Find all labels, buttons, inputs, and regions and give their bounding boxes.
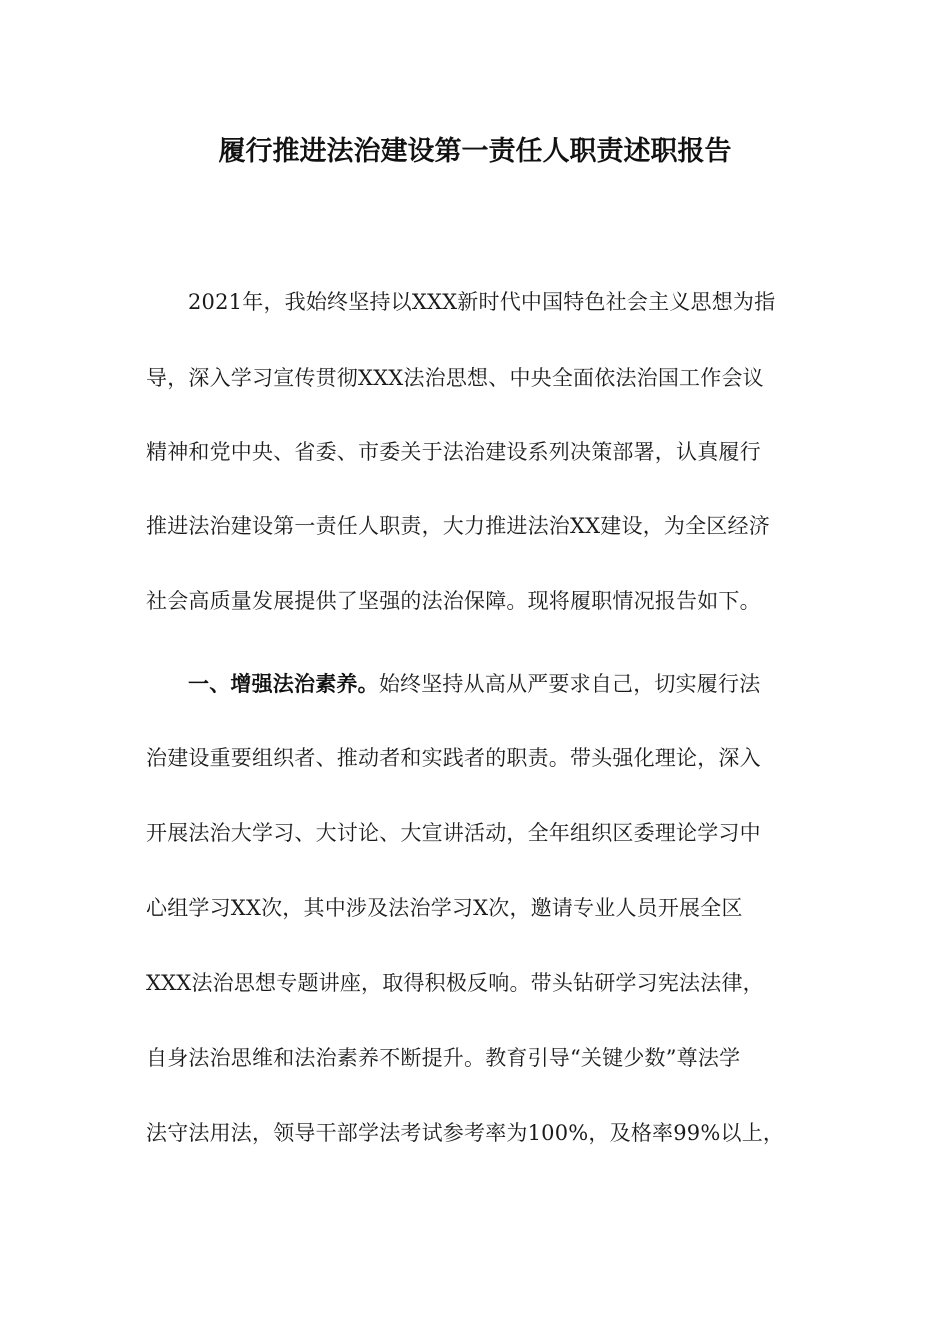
paragraph-line: 自身法治思维和法治素养不断提升。教育引导“关键少数”尊法学 xyxy=(146,1046,741,1070)
paragraph-line: 2021年，我始终坚持以XXX新时代中国特色社会主义思想为指 xyxy=(188,290,776,314)
paragraph-line: 治建设重要组织者、推动者和实践者的职责。带头强化理论，深入 xyxy=(146,746,761,770)
section-heading: 一、增强法治素养。 xyxy=(188,672,379,696)
paragraph-line: 推进法治建设第一责任人职责，大力推进法治XX建设，为全区经济 xyxy=(146,514,770,538)
paragraph-line: 心组学习XX次，其中涉及法治学习X次，邀请专业人员开展全区 xyxy=(146,896,743,920)
paragraph-line: 开展法治大学习、大讨论、大宣讲活动，全年组织区委理论学习中 xyxy=(146,821,761,845)
paragraph-line: 法守法用法，领导干部学法考试参考率为100%，及格率99%以上， xyxy=(146,1121,785,1145)
paragraph-line: 社会高质量发展提供了坚强的法治保障。现将履职情况报告如下。 xyxy=(146,589,761,613)
paragraph-line: 导，深入学习宣传贯彻XXX法治思想、中央全面依法治国工作会议 xyxy=(146,366,764,390)
paragraph-line: 精神和党中央、省委、市委关于法治建设系列决策部署，认真履行 xyxy=(146,440,761,464)
document-title: 履行推进法治建设第一责任人职责述职报告 xyxy=(218,136,732,167)
paragraph-text: 始终坚持从高从严要求自己，切实履行法 xyxy=(378,672,761,696)
paragraph-line: XXX法治思想专题讲座，取得积极反响。带头钻研学习宪法法律， xyxy=(146,971,764,995)
paragraph-line xyxy=(146,664,806,704)
